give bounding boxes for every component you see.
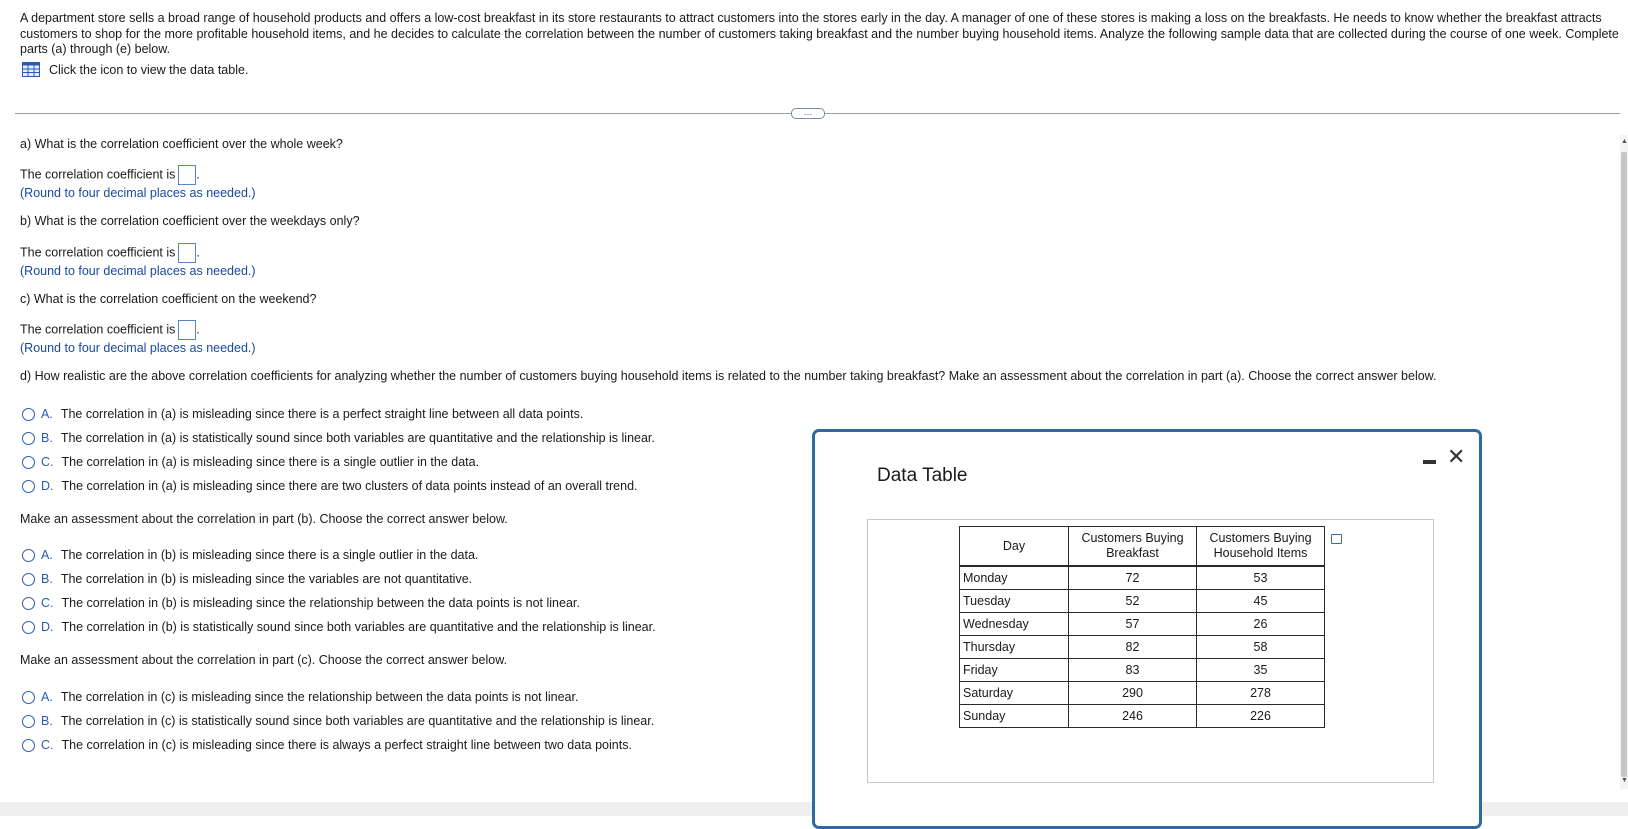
option-letter: A. [41,690,53,704]
table-row [960,659,1325,682]
cell-day: Friday [960,659,1069,682]
option-text[interactable]: The correlation in (b) is statistically sound since both variables are quantitative and the relationship is linear. [61,620,656,634]
answer-a-hint: (Round to four decimal places as needed.) [20,186,256,200]
data-table-dialog [812,429,1482,829]
option-a-a[interactable] [22,407,583,421]
cell-day: Wednesday [960,613,1069,636]
answer-b-hint: (Round to four decimal places as needed.) [20,264,256,278]
header-household: Customers Buying Household Items [1197,527,1325,567]
copy-icon[interactable] [1331,534,1342,544]
option-letter: D. [41,479,54,493]
option-text[interactable]: The correlation in (c) is misleading since the relationship between the data points is not linear. [60,690,579,704]
cell-breakfast: 83 [1069,659,1197,682]
answer-a-prompt: The correlation coefficient is [20,167,176,182]
cell-breakfast: 52 [1069,590,1197,613]
option-letter: B. [41,431,53,445]
option-text[interactable]: The correlation in (c) is misleading since there is always a perfect straight line between two data points. [61,738,632,752]
close-icon[interactable]: ✕ [1447,444,1466,469]
table-row [960,590,1325,613]
option-c-a[interactable] [22,690,578,704]
option-letter: B. [41,714,53,728]
answer-a-input[interactable] [178,165,196,185]
option-c-c[interactable] [22,738,632,752]
option-a-b[interactable] [22,431,655,445]
cell-household: 26 [1197,613,1325,636]
scroll-up-arrow-icon[interactable]: ▲ [1621,138,1628,145]
option-letter: C. [41,455,54,469]
table-row [960,613,1325,636]
assessment-b-prompt: Make an assessment about the correlation in part (b). Choose the correct answer below. [20,512,508,526]
option-text[interactable]: The correlation in (b) is misleading since the variables are not quantitative. [60,572,473,586]
option-letter: A. [41,407,53,421]
cell-household: 45 [1197,590,1325,613]
option-text[interactable]: The correlation in (a) is misleading since there is a perfect straight line between all data points. [60,407,584,421]
data-table [959,526,1325,728]
answer-a-row: The correlation coefficient is . [20,165,200,185]
option-letter: D. [41,620,54,634]
answer-c-input[interactable] [178,320,196,340]
radio-button[interactable] [22,715,35,728]
radio-button[interactable] [22,597,35,610]
question-c: c) What is the correlation coefficient on the weekend? [20,292,317,306]
option-b-a[interactable] [22,548,478,562]
data-table-panel [867,519,1434,783]
question-d: d) How realistic are the above correlation coefficients for analyzing whether the number of customers buying household items is related to the number taking breakfast? Make an assessment about the correlation in part (a). Choose the correct answer below. [20,369,1437,383]
cell-household: 226 [1197,705,1325,728]
option-a-c[interactable] [22,455,479,469]
cell-day: Thursday [960,636,1069,659]
scrollbar-thumb[interactable] [1621,152,1627,777]
answer-b-input[interactable] [178,243,196,263]
question-a: a) What is the correlation coefficient over the whole week? [20,137,343,151]
option-text[interactable]: The correlation in (a) is misleading since there are two clusters of data points instead of an overall trend. [61,479,638,493]
radio-button[interactable] [22,573,35,586]
option-b-c[interactable] [22,596,580,610]
data-table-link-text[interactable]: Click the icon to view the data table. [49,62,249,77]
table-grid-icon[interactable] [22,62,40,77]
cell-household: 53 [1197,566,1325,590]
scroll-down-arrow-icon[interactable]: ▼ [1621,777,1628,784]
data-table-link[interactable] [22,62,248,77]
header-breakfast: Customers Buying Breakfast [1069,527,1197,567]
option-text[interactable]: The correlation in (b) is misleading since there is a single outlier in the data. [60,548,479,562]
question-b: b) What is the correlation coefficient over the weekdays only? [20,214,360,228]
radio-button[interactable] [22,456,35,469]
option-b-b[interactable] [22,572,472,586]
dialog-title: Data Table [877,465,968,486]
radio-button[interactable] [22,408,35,421]
radio-button[interactable] [22,480,35,493]
option-text[interactable]: The correlation in (a) is misleading since there is a single outlier in the data. [61,455,480,469]
option-text[interactable]: The correlation in (c) is statistically sound since both variables are quantitative and the relationship is linear. [60,714,655,728]
table-header-row [960,527,1325,567]
cell-breakfast: 57 [1069,613,1197,636]
table-row [960,636,1325,659]
radio-button[interactable] [22,432,35,445]
option-b-d[interactable] [22,620,656,634]
assessment-c-prompt: Make an assessment about the correlation in part (c). Choose the correct answer below. [20,653,508,667]
cell-breakfast: 82 [1069,636,1197,659]
option-letter: B. [41,572,53,586]
radio-button[interactable] [22,549,35,562]
option-a-d[interactable] [22,479,638,493]
table-row [960,682,1325,705]
answer-c-hint: (Round to four decimal places as needed.) [20,341,256,355]
cell-household: 35 [1197,659,1325,682]
answer-c-row: The correlation coefficient is . [20,320,200,340]
option-letter: A. [41,548,53,562]
cell-day: Tuesday [960,590,1069,613]
answer-b-row: The correlation coefficient is . [20,243,200,263]
minimize-icon[interactable] [1423,460,1436,464]
table-row [960,705,1325,728]
cell-breakfast: 72 [1069,566,1197,590]
option-c-b[interactable] [22,714,654,728]
cell-day: Saturday [960,682,1069,705]
cell-household: 58 [1197,636,1325,659]
option-text[interactable]: The correlation in (a) is statistically sound since both variables are quantitative and the relationship is linear. [60,431,655,445]
answer-b-prompt: The correlation coefficient is [20,245,176,260]
option-letter: C. [41,738,54,752]
cell-day: Sunday [960,705,1069,728]
cell-breakfast: 246 [1069,705,1197,728]
option-letter: C. [41,596,54,610]
cell-breakfast: 290 [1069,682,1197,705]
problem-statement: A department store sells a broad range of household products and offers a low-cost breakfast in its store restaurants to attract customers into the stores early in the day. A manager of one of these stores is making a loss on the breakfasts. He needs to know whether the breakfast attracts customers to shop for the more profitable household items, and he decides to calculate the correlation between the number of customers taking breakfast and the number buying household items. Analyze the following sample data that are collected during the course of one week. Complete parts (a) through (e) below. [20,11,1619,56]
table-row [960,566,1325,590]
radio-button[interactable] [22,691,35,704]
option-text[interactable]: The correlation in (b) is misleading since the relationship between the data points is not linear. [61,596,580,610]
answer-c-prompt: The correlation coefficient is [20,322,176,337]
cell-household: 278 [1197,682,1325,705]
radio-button[interactable] [22,621,35,634]
cell-day: Monday [960,566,1069,590]
radio-button[interactable] [22,739,35,752]
header-day: Day [960,527,1069,567]
expand-collapse-button[interactable]: … [791,108,825,119]
